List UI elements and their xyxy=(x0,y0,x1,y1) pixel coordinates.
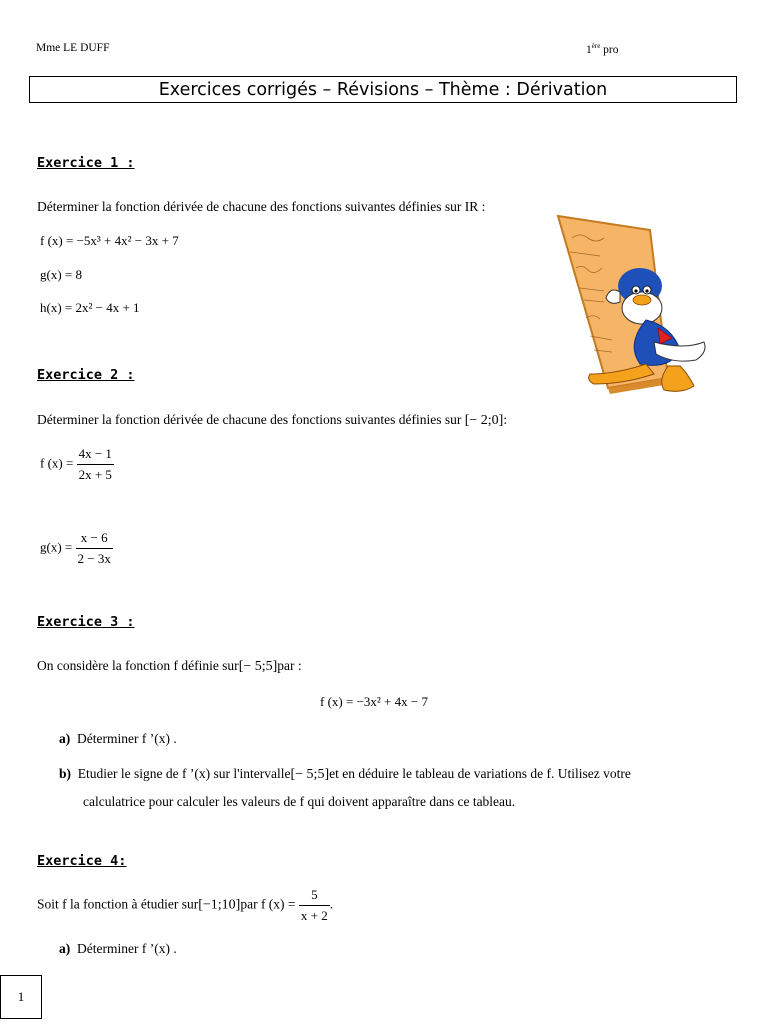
exercise-1-g: g(x) = 8 xyxy=(40,267,82,282)
class-level: 1ère pro xyxy=(586,42,619,56)
exercise-4-title: Exercice 4: xyxy=(37,853,127,869)
exercise-1-title: Exercice 1 : xyxy=(37,155,135,171)
exercise-3-question-b: b) Etudier le signe de f ’(x) sur l'intervalle[− 5;5]et en déduire le tableau de variations de f. Utilisez votre xyxy=(59,766,631,782)
fraction: $\frac{5}{x + 2}$ xyxy=(300,887,328,923)
page-title: Exercices corrigés – Révisions – Thème : Dérivation xyxy=(29,76,737,103)
exercise-3-question-b-cont: calculatrice pour calculer les valeurs de f qui doivent apparaître dans ce tableau. xyxy=(83,794,516,809)
exercise-2-interval: [− 2;0] xyxy=(464,413,504,428)
author-name: Mme LE DUFF xyxy=(36,42,110,54)
exercise-3-question-a: a) Déterminer f ’(x) . xyxy=(59,731,177,746)
exercise-1-h: h(x) = 2x² − 4x + 1 xyxy=(40,300,140,315)
page-number: 1 xyxy=(0,975,42,1019)
exercise-4-intro: Soit f la fonction à étudier sur[−1;10]par f (x) = $\frac{5}{x + 2}$ . xyxy=(37,887,334,923)
exercise-1-intro: Déterminer la fonction dérivée de chacune des fonctions suivantes définies sur IR : xyxy=(37,199,486,214)
exercise-2-g: g(x) = $\frac{x - 6}{2 - 3x}$ xyxy=(40,530,111,566)
exercise-2-title: Exercice 2 : xyxy=(37,367,135,383)
exercise-3-interval: [− 5;5] xyxy=(238,659,278,674)
exercise-4-question-a: a) Déterminer f ’(x) . xyxy=(59,941,177,956)
exercise-3-title: Exercice 3 : xyxy=(37,614,135,630)
donald-duck-blackboard-illustration xyxy=(550,208,720,404)
fraction: $\frac{4x - 1}{2x + 5}$ xyxy=(78,446,112,482)
exercise-2-intro: Déterminer la fonction dérivée de chacune des fonctions suivantes définies sur [− 2;0]: xyxy=(37,412,508,428)
exercise-4-interval: [−1;10] xyxy=(198,897,241,913)
fraction: $\frac{x - 6}{2 - 3x}$ xyxy=(77,530,111,566)
exercise-2-f: f (x) = $\frac{4x - 1}{2x + 5}$ xyxy=(40,446,112,482)
exercise-3-intro: On considère la fonction f définie sur[− 5;5]par : xyxy=(37,658,302,674)
exercise-1-f: f (x) = −5x³ + 4x² − 3x + 7 xyxy=(40,233,179,248)
exercise-3-f: f (x) = −3x² + 4x − 7 xyxy=(320,694,428,709)
